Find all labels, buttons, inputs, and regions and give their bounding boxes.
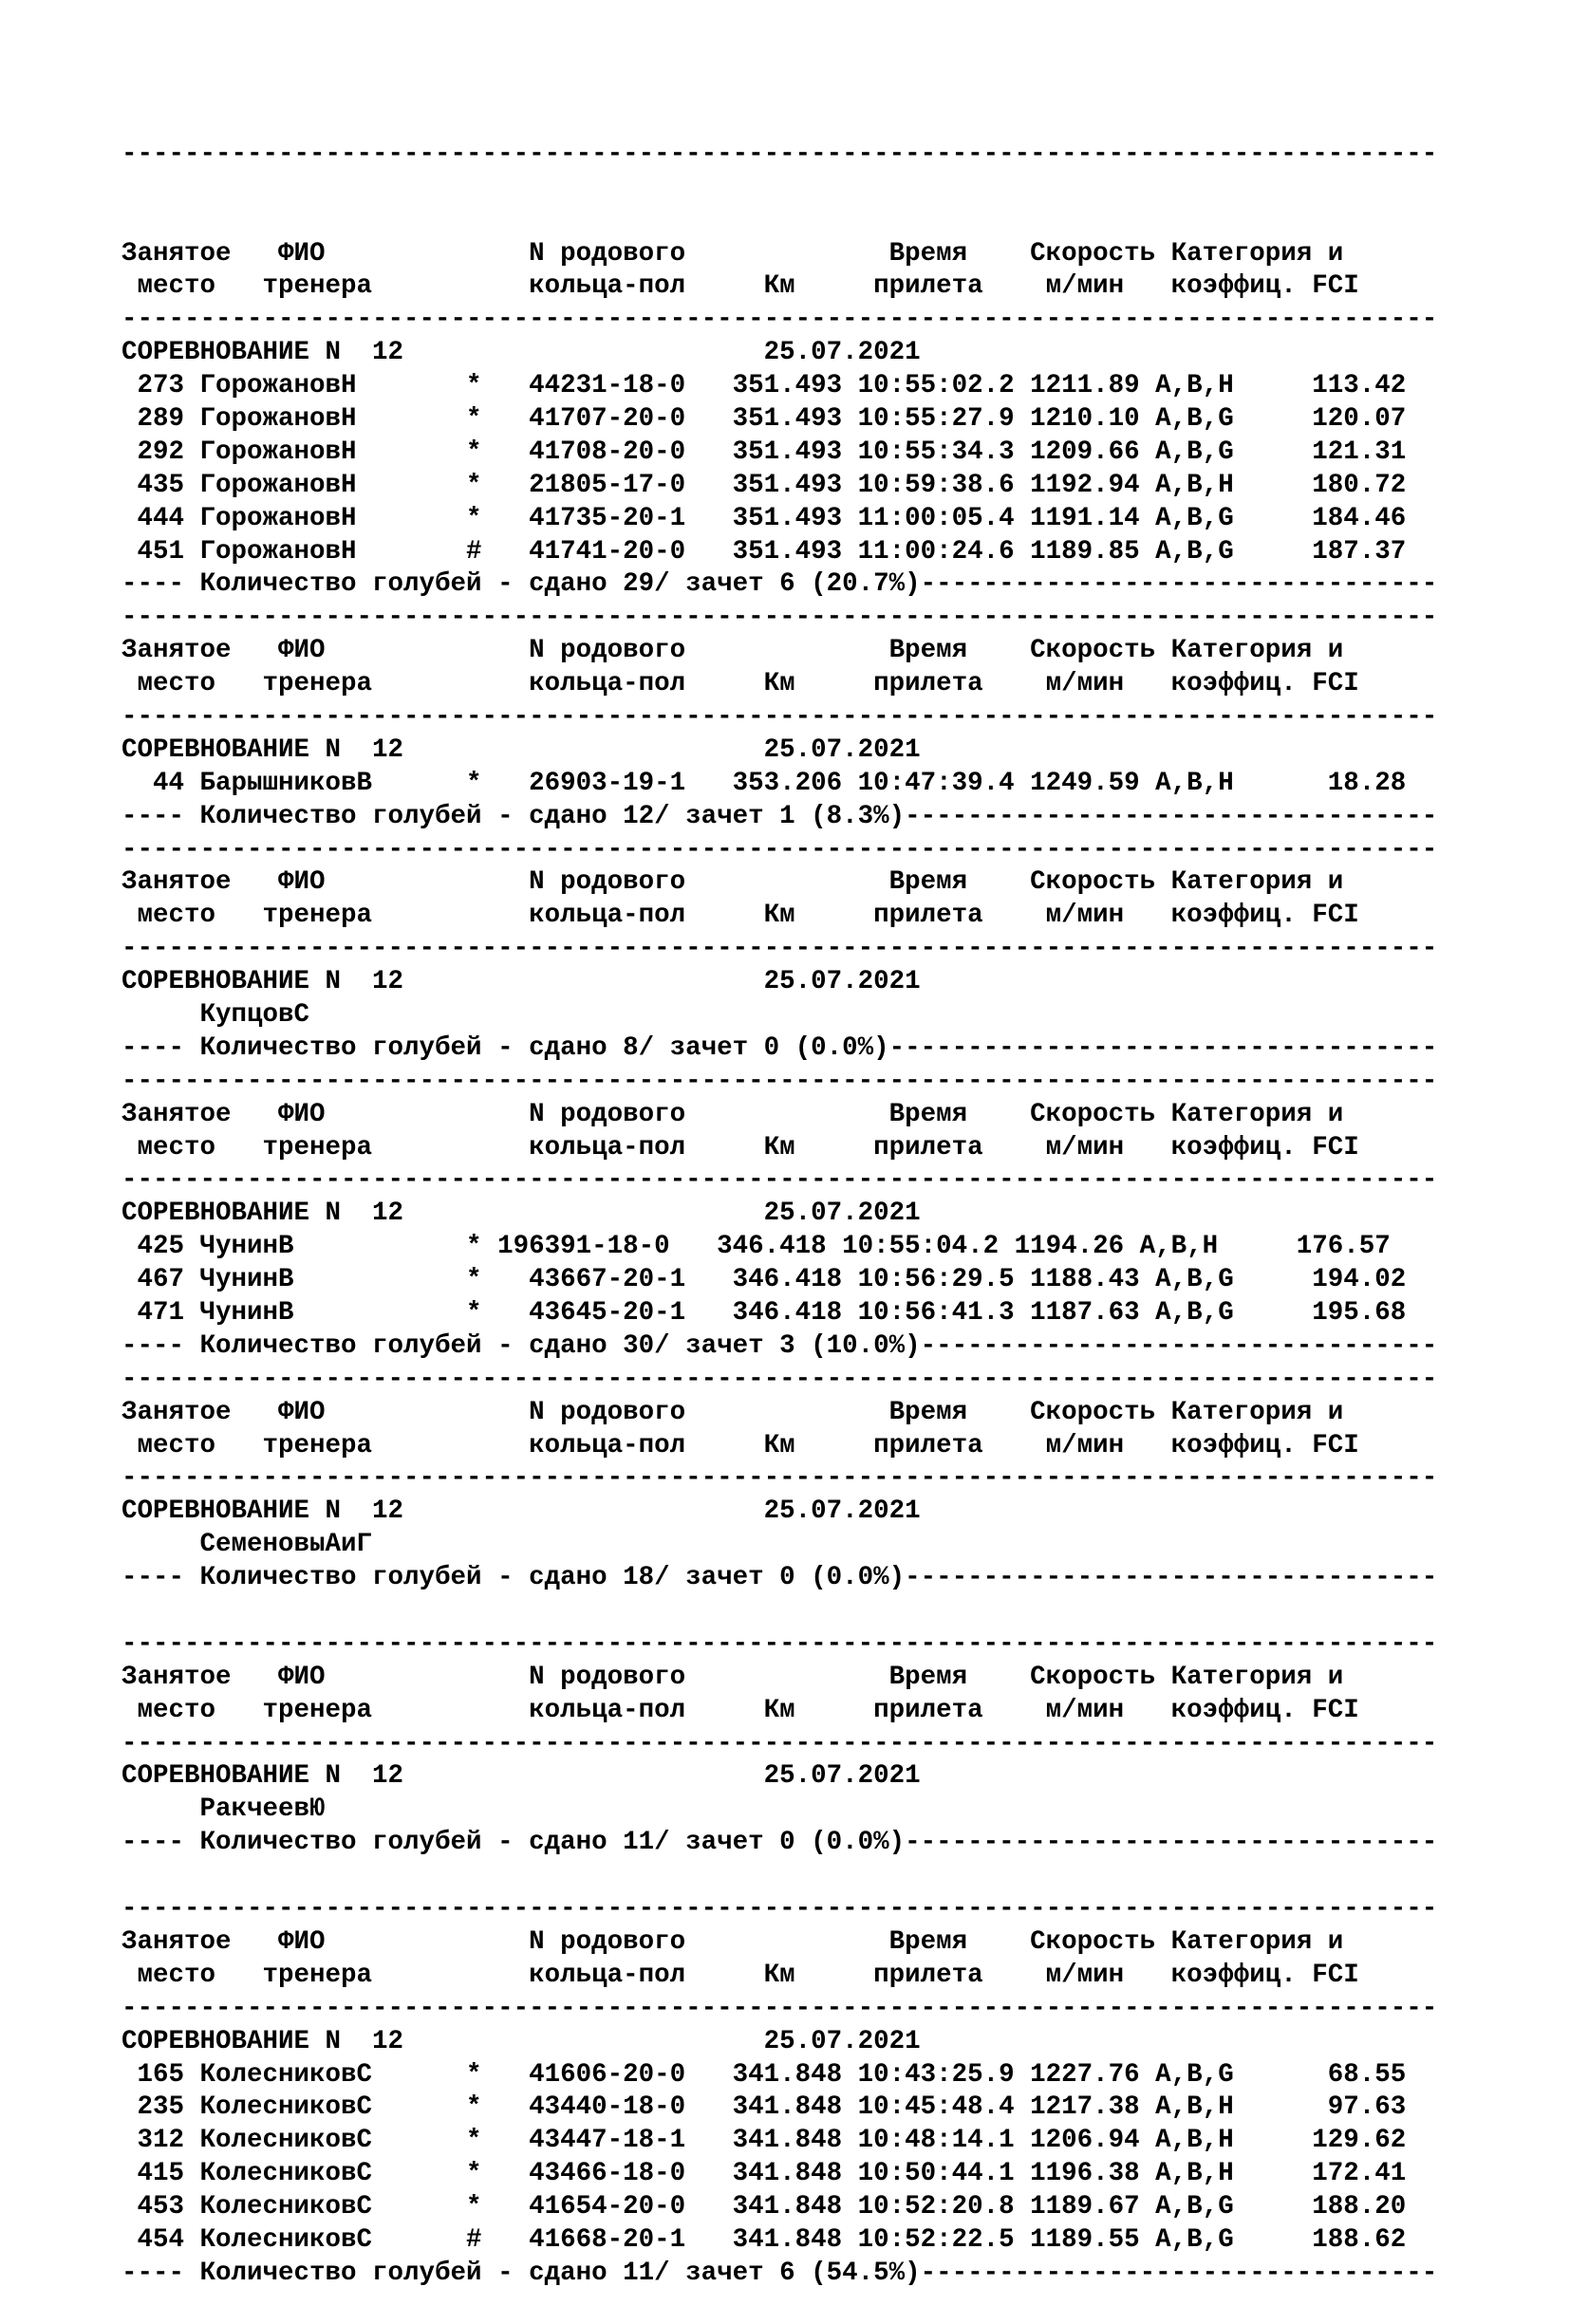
- column-header-line-2: место тренера кольца-пол Км прилета м/мин коэффиц. FCI: [121, 1132, 1359, 1162]
- competition-group: [121, 834, 1545, 1066]
- competition-title: СОРЕВНОВАНИЕ N 12 25.07.2021: [121, 1497, 921, 1527]
- group-summary: ---- Количество голубей - сдано 30/ зачет 3 (10.0%)---------------------------------: [121, 1330, 1438, 1361]
- blank-line: [121, 1595, 1545, 1628]
- competition-group: [121, 1860, 1545, 2291]
- result-row: СеменовыАиГ: [121, 1530, 373, 1560]
- column-header-line-2: место тренера кольца-пол Км прилета м/мин коэффиц. FCI: [121, 1430, 1359, 1460]
- separator-line: ------------------------------------------------------------------------------------: [121, 1066, 1438, 1096]
- result-row: 454 КолесниковС # 41668-20-1 341.848 10:52:22.5 1189.55 A,B,G 188.62: [121, 2224, 1407, 2255]
- results-report: [121, 72, 1545, 2324]
- column-header-line-1: Занятое ФИО N родового Время Скорость Категория и: [121, 867, 1344, 898]
- competition-title: СОРЕВНОВАНИЕ N 12 25.07.2021: [121, 2026, 921, 2056]
- result-row: 165 КолесниковС * 41606-20-0 341.848 10:43:25.9 1227.76 A,B,G 68.55: [121, 2059, 1407, 2090]
- separator-line: ------------------------------------------------------------------------------------: [121, 1463, 1438, 1494]
- separator-line: ------------------------------------------------------------------------------------: [121, 603, 1438, 633]
- separator-line: ------------------------------------------------------------------------------------: [121, 1894, 1438, 1924]
- competition-group: [121, 1066, 1545, 1364]
- results-groups: [121, 238, 1545, 2291]
- result-row: 451 ГорожановН # 41741-20-0 351.493 11:00:24.6 1189.85 A,B,G 187.37: [121, 536, 1407, 567]
- column-header-line-1: Занятое ФИО N родового Время Скорость Категория и: [121, 1397, 1344, 1427]
- column-header-line-1: Занятое ФИО N родового Время Скорость Категория и: [121, 1099, 1344, 1129]
- column-header-line-2: место тренера кольца-пол Км прилета м/мин коэффиц. FCI: [121, 1960, 1359, 1990]
- competition-title: СОРЕВНОВАНИЕ N 12 25.07.2021: [121, 967, 921, 997]
- column-header-line-1: Занятое ФИО N родового Время Скорость Категория и: [121, 636, 1344, 666]
- separator-line: ------------------------------------------------------------------------------------: [121, 934, 1438, 964]
- competition-group: [121, 602, 1545, 833]
- separator-line: ------------------------------------------------------------------------------------: [121, 305, 1438, 335]
- group-summary: ---- Количество голубей - сдано 11/ зачет 6 (54.5%)---------------------------------: [121, 2258, 1438, 2288]
- column-header-line-1: Занятое ФИО N родового Время Скорость Категория и: [121, 1662, 1344, 1692]
- competition-group: [121, 1364, 1545, 1595]
- column-header-line-2: место тренера кольца-пол Км прилета м/мин коэффиц. FCI: [121, 271, 1359, 302]
- result-row: 235 КолесниковС * 43440-18-0 341.848 10:45:48.4 1217.38 A,B,H 97.63: [121, 2092, 1407, 2123]
- separator-line: ------------------------------------------------------------------------------------: [121, 1364, 1438, 1394]
- competition-title: СОРЕВНОВАНИЕ N 12 25.07.2021: [121, 734, 921, 765]
- blank-line: [121, 1860, 1545, 1893]
- competition-group: [121, 1595, 1545, 1860]
- separator-line: ------------------------------------------------------------------------------------: [121, 1165, 1438, 1196]
- result-row: 471 ЧунинВ * 43645-20-1 346.418 10:56:41.3 1187.63 A,B,G 195.68: [121, 1298, 1407, 1329]
- result-row: 292 ГорожановН * 41708-20-0 351.493 10:55:34.3 1209.66 A,B,G 121.31: [121, 437, 1407, 467]
- competition-title: СОРЕВНОВАНИЕ N 12 25.07.2021: [121, 338, 921, 368]
- group-summary: ---- Количество голубей - сдано 11/ зачет 0 (0.0%)----------------------------------: [121, 1828, 1438, 1858]
- result-row: 289 ГорожановН * 41707-20-0 351.493 10:55:27.9 1210.10 A,B,G 120.07: [121, 403, 1407, 434]
- separator-line: ------------------------------------------------------------------------------------: [121, 1628, 1438, 1659]
- result-row: 453 КолесниковС * 41654-20-0 341.848 10:52:20.8 1189.67 A,B,G 188.20: [121, 2192, 1407, 2222]
- separator-line: ------------------------------------------------------------------------------------: [121, 139, 1438, 169]
- separator-line: ------------------------------------------------------------------------------------: [121, 834, 1438, 865]
- separator-line: ------------------------------------------------------------------------------------: [121, 1728, 1438, 1758]
- result-row: 44 БарышниковВ * 26903-19-1 353.206 10:47:39.4 1249.59 A,B,H 18.28: [121, 768, 1407, 798]
- result-row: КупцовС: [121, 1000, 310, 1030]
- result-row: 444 ГорожановН * 41735-20-1 351.493 11:00:05.4 1191.14 A,B,G 184.46: [121, 503, 1407, 533]
- competition-title: СОРЕВНОВАНИЕ N 12 25.07.2021: [121, 1761, 921, 1792]
- group-summary: ---- Количество голубей - сдано 8/ зачет 0 (0.0%)-----------------------------------: [121, 1032, 1438, 1063]
- result-row: РакчеевЮ: [121, 1794, 326, 1825]
- competition-group: [121, 238, 1545, 603]
- column-header-line-2: место тренера кольца-пол Км прилета м/мин коэффиц. FCI: [121, 1695, 1359, 1725]
- separator-line: ------------------------------------------------------------------------------------: [121, 1993, 1438, 2023]
- result-row: 425 ЧунинВ * 196391-18-0 346.418 10:55:04.2 1194.26 A,B,H 176.57: [121, 1232, 1391, 1262]
- result-row: 467 ЧунинВ * 43667-20-1 346.418 10:56:29.5 1188.43 A,B,G 194.02: [121, 1265, 1407, 1295]
- column-header-line-2: место тренера кольца-пол Км прилета м/мин коэффиц. FCI: [121, 901, 1359, 931]
- column-header-line-1: Занятое ФИО N родового Время Скорость Категория и: [121, 1926, 1344, 1957]
- result-row: 312 КолесниковС * 43447-18-1 341.848 10:48:14.1 1206.94 A,B,H 129.62: [121, 2126, 1407, 2156]
- result-row: 435 ГорожановН * 21805-17-0 351.493 10:59:38.6 1192.94 A,B,H 180.72: [121, 470, 1407, 500]
- separator-line: ------------------------------------------------------------------------------------: [121, 701, 1438, 732]
- group-summary: ---- Количество голубей - сдано 12/ зачет 1 (8.3%)----------------------------------: [121, 801, 1438, 831]
- column-header-line-1: Занятое ФИО N родового Время Скорость Категория и: [121, 238, 1344, 269]
- competition-title: СОРЕВНОВАНИЕ N 12 25.07.2021: [121, 1199, 921, 1229]
- group-summary: ---- Количество голубей - сдано 29/ зачет 6 (20.7%)---------------------------------: [121, 569, 1438, 600]
- result-row: 273 ГорожановН * 44231-18-0 351.493 10:55:02.2 1211.89 A,B,H 113.42: [121, 371, 1407, 401]
- column-header-line-2: место тренера кольца-пол Км прилета м/мин коэффиц. FCI: [121, 669, 1359, 699]
- result-row: 415 КолесниковС * 43466-18-0 341.848 10:50:44.1 1196.38 A,B,H 172.41: [121, 2159, 1407, 2189]
- group-summary: ---- Количество голубей - сдано 18/ зачет 0 (0.0%)----------------------------------: [121, 1563, 1438, 1593]
